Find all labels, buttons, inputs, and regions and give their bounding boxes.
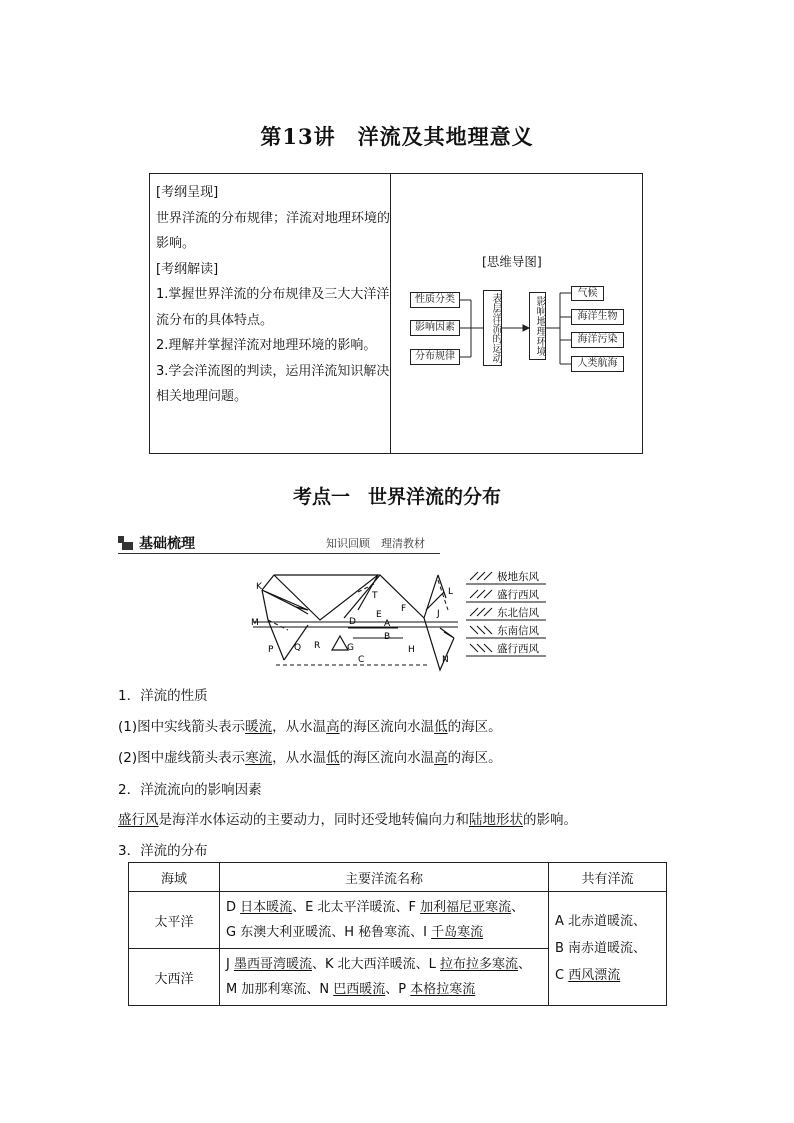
legend-label: 东南信风 xyxy=(497,625,539,637)
diagram-label: M xyxy=(251,618,259,628)
diagram-label: D xyxy=(349,617,356,627)
text: 、 xyxy=(511,900,525,915)
current-line xyxy=(274,575,378,620)
mindmap-left-node: 影响因素 xyxy=(410,320,460,336)
syllabus-column xyxy=(156,180,390,410)
legend-label: 盛行西风 xyxy=(497,589,539,601)
text: B 南赤道暖流、 xyxy=(555,941,647,956)
legend-label: 盛行西风 xyxy=(497,643,539,655)
answer: 本格拉寒流 xyxy=(410,982,476,997)
answer: 低 xyxy=(326,750,340,766)
text: (2)图中虚线箭头表示 xyxy=(118,750,246,766)
diagram-label: J xyxy=(437,609,440,619)
interpret-label: [考纲解读] xyxy=(156,261,219,277)
lecture-topic: 洋流及其地理意义 xyxy=(357,124,534,149)
diagram-label: N xyxy=(442,655,449,665)
mindmap-title: [思维导图] xyxy=(482,254,542,269)
diagram-label: L xyxy=(448,587,454,597)
text: 、P xyxy=(385,982,411,997)
text: 的海区。 xyxy=(447,719,502,735)
diagram-label: K xyxy=(256,582,262,592)
answer: 墨西哥湾暖流 xyxy=(233,957,312,972)
answer: 拉布拉多寒流 xyxy=(440,957,519,972)
answer: 千岛寒流 xyxy=(431,925,484,940)
current-table xyxy=(128,862,667,1006)
diagram-label: F xyxy=(401,604,407,614)
mindmap-right-node: 人类航海 xyxy=(571,356,624,372)
answer: 低 xyxy=(434,719,448,735)
text: C xyxy=(555,968,569,983)
present-label: [考纲呈现] xyxy=(156,185,219,200)
syllabus-item: 2.理解并掌握洋流对地理环境的影响。 xyxy=(156,338,377,353)
answer: 日本暖流 xyxy=(240,900,293,915)
diagram-label: B xyxy=(384,632,391,642)
answer: 陆地形状 xyxy=(469,812,523,828)
text: 、E 北太平洋暖流、F xyxy=(292,900,421,915)
shared-currents xyxy=(549,892,667,1006)
subsection-subtitle: 知识回顾 理清教材 xyxy=(326,537,425,550)
present-text: 世界洋流的分布规律；洋流对地理环境的影响。 xyxy=(156,210,391,251)
section-title: 世界洋流的分布 xyxy=(368,486,502,508)
syllabus-item: 3.学会洋流图的判读，运用洋流知识解决相关地理问题。 xyxy=(156,363,390,404)
answer: 盛行风 xyxy=(118,812,159,828)
diagram-label: E xyxy=(376,610,382,620)
table-header: 海域 xyxy=(129,863,220,892)
lecture-number: 第13讲 xyxy=(260,124,336,149)
box-divider xyxy=(390,174,391,453)
mindmap-right-node: 海洋污染 xyxy=(571,332,624,348)
mindmap-middle-node: 影响地理环境 xyxy=(529,292,546,360)
diagram-label: P xyxy=(268,645,274,655)
section-icon xyxy=(118,536,133,550)
pacific-currents xyxy=(220,892,549,949)
syllabus-item: 1.掌握世界洋流的分布规律及三大大洋洋流分布的具体特点。 xyxy=(156,287,390,328)
diagram-label: H xyxy=(408,645,415,655)
table-header-row xyxy=(129,863,667,892)
s2-heading: 2．洋流流向的影响因素 xyxy=(118,782,262,798)
s1-heading: 1．洋流的性质 xyxy=(118,688,208,704)
diagram-label: T xyxy=(372,591,378,601)
table-header: 共有洋流 xyxy=(549,863,667,892)
s1-line1 xyxy=(118,715,502,735)
ocean-name: 大西洋 xyxy=(129,949,220,1006)
text: ，从水温 xyxy=(272,750,327,766)
ocean-current-diagram xyxy=(248,570,548,678)
subsection-title: 基础梳理 xyxy=(139,536,195,552)
page-title xyxy=(0,121,794,151)
mindmap-right-node: 气候 xyxy=(571,286,604,301)
ocean-name: 太平洋 xyxy=(129,892,220,949)
table-header: 主要洋流名称 xyxy=(220,863,549,892)
text: A 北赤道暖流、 xyxy=(555,914,647,929)
text: (1)图中实线箭头表示 xyxy=(118,719,246,735)
answer: 寒流 xyxy=(245,750,273,766)
diagram-label: C xyxy=(358,655,365,665)
answer: 加利福尼亚寒流 xyxy=(420,900,512,915)
legend-label: 东北信风 xyxy=(497,607,539,619)
section-heading xyxy=(0,482,794,509)
atlantic-currents xyxy=(220,949,549,1006)
text: 的海区。 xyxy=(447,750,502,766)
text: 是海洋水体运动的主要动力，同时还受地转偏向力和 xyxy=(158,812,469,828)
text: G 东澳大利亚暖流、H 秘鲁寒流、I xyxy=(226,925,432,940)
section-number: 考点一 xyxy=(292,486,350,508)
answer: 暖流 xyxy=(245,719,273,735)
text: ，从水温 xyxy=(272,719,327,735)
diagram-label: G xyxy=(347,643,354,653)
answer: 西风漂流 xyxy=(568,968,621,983)
s3-heading: 3．洋流的分布 xyxy=(118,843,208,859)
text: 的海区流向水温 xyxy=(339,750,435,766)
mindmap-left-node: 性质分类 xyxy=(410,292,460,308)
text: J xyxy=(226,957,234,972)
text: 的海区流向水温 xyxy=(339,719,435,735)
subsection-header xyxy=(118,533,440,554)
mindmap-center-node: 表层洋流的运动 xyxy=(483,290,502,366)
diagram-label: R xyxy=(314,641,321,651)
text: M 加那利寒流、N xyxy=(226,982,334,997)
text: 、K 北大西洋暖流、L xyxy=(311,957,441,972)
text: 的影响。 xyxy=(523,812,577,828)
table-row xyxy=(129,892,667,949)
answer: 高 xyxy=(326,719,340,735)
answer: 高 xyxy=(434,750,448,766)
answer: 巴西暖流 xyxy=(333,982,386,997)
text: 、 xyxy=(518,957,532,972)
s1-line2 xyxy=(118,746,502,766)
s2-line xyxy=(118,808,577,828)
mindmap-right-node: 海洋生物 xyxy=(571,309,624,325)
mindmap-left-node: 分布规律 xyxy=(410,349,460,365)
diagram-label: A xyxy=(384,619,391,629)
legend-label: 极地东风 xyxy=(497,571,539,583)
diagram-label: Q xyxy=(294,643,302,653)
text: D xyxy=(226,900,241,915)
